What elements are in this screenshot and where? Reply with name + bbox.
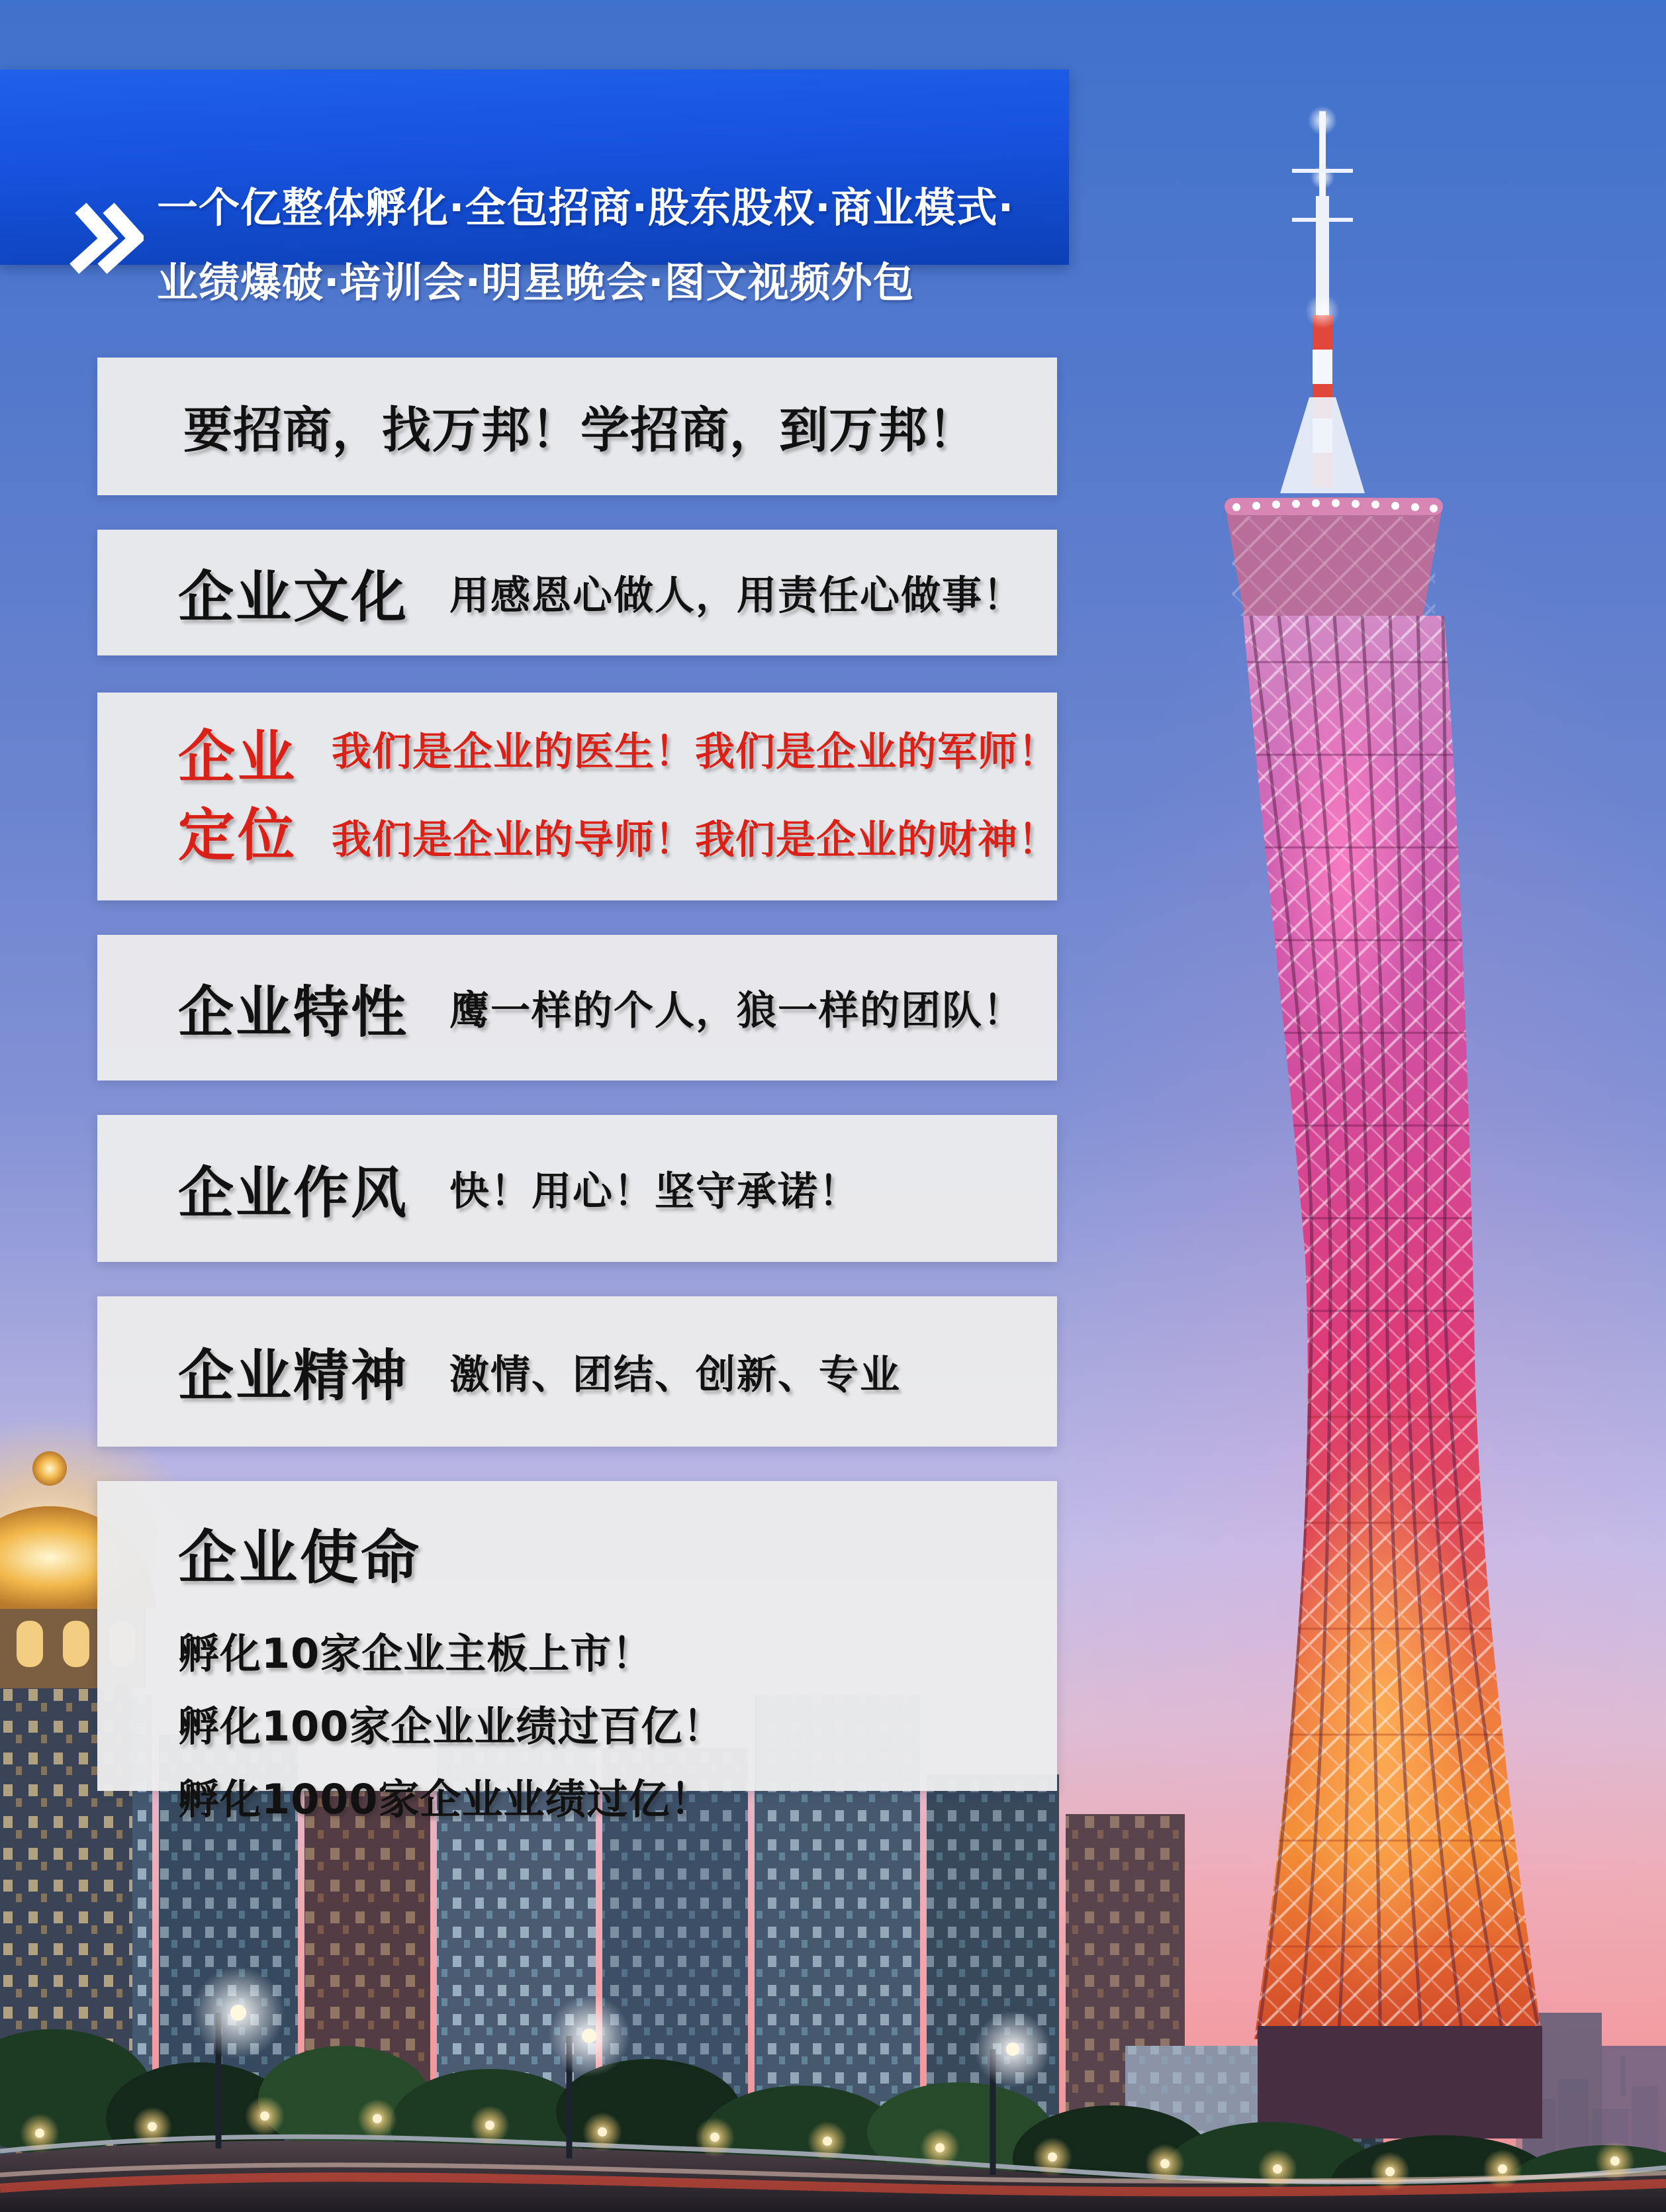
section-traits xyxy=(97,935,1057,1081)
top-banner xyxy=(0,70,1069,307)
section-title: 企业精神 xyxy=(178,1343,409,1408)
section-culture xyxy=(97,530,1057,655)
section-title: 企业作风 xyxy=(178,1160,409,1226)
section-positioning xyxy=(97,693,1057,900)
positioning-label-line2: 定位 xyxy=(178,802,297,869)
banner-text xyxy=(157,170,1014,320)
double-chevron-right-icon xyxy=(68,199,144,277)
positioning-label xyxy=(178,718,297,875)
section-subtitle: 快！用心！坚守承诺！ xyxy=(449,1169,860,1215)
positioning-line2: 我们是企业的导师！我们是企业的财神！ xyxy=(332,817,1058,863)
section-title: 企业文化 xyxy=(178,564,409,630)
section-subtitle: 鹰一样的个人，狼一样的团队！ xyxy=(449,988,1025,1034)
section-subtitle: 激情、团结、创新、专业 xyxy=(449,1351,902,1398)
positioning-label-line1: 企业 xyxy=(178,724,297,791)
section-style xyxy=(97,1115,1057,1262)
mission-title: 企业使命 xyxy=(178,1523,422,1592)
section-spirit xyxy=(97,1296,1057,1447)
banner-line-2: 业绩爆破·培训会·明星晚会·图文视频外包 xyxy=(157,258,915,307)
section-mission xyxy=(97,1481,1057,1823)
slogan-text: 要招商，找万邦！学招商，到万邦！ xyxy=(183,402,978,459)
positioning-lines xyxy=(332,708,1058,885)
section-subtitle: 用感恩心做人，用责任心做事！ xyxy=(449,573,1025,619)
slogan-box xyxy=(97,358,1057,495)
mission-line: 孵化10家企业主板上市！ xyxy=(178,1629,654,1678)
mission-line: 孵化1000家企业业绩过亿！ xyxy=(178,1775,712,1823)
positioning-line1: 我们是企业的医生！我们是企业的军师！ xyxy=(332,729,1058,775)
banner-line-1: 一个亿整体孵化·全包招商·股东股权·商业模式· xyxy=(157,183,1015,232)
mission-line: 孵化100家企业业绩过百亿！ xyxy=(178,1702,725,1751)
section-title: 企业特性 xyxy=(178,979,409,1045)
